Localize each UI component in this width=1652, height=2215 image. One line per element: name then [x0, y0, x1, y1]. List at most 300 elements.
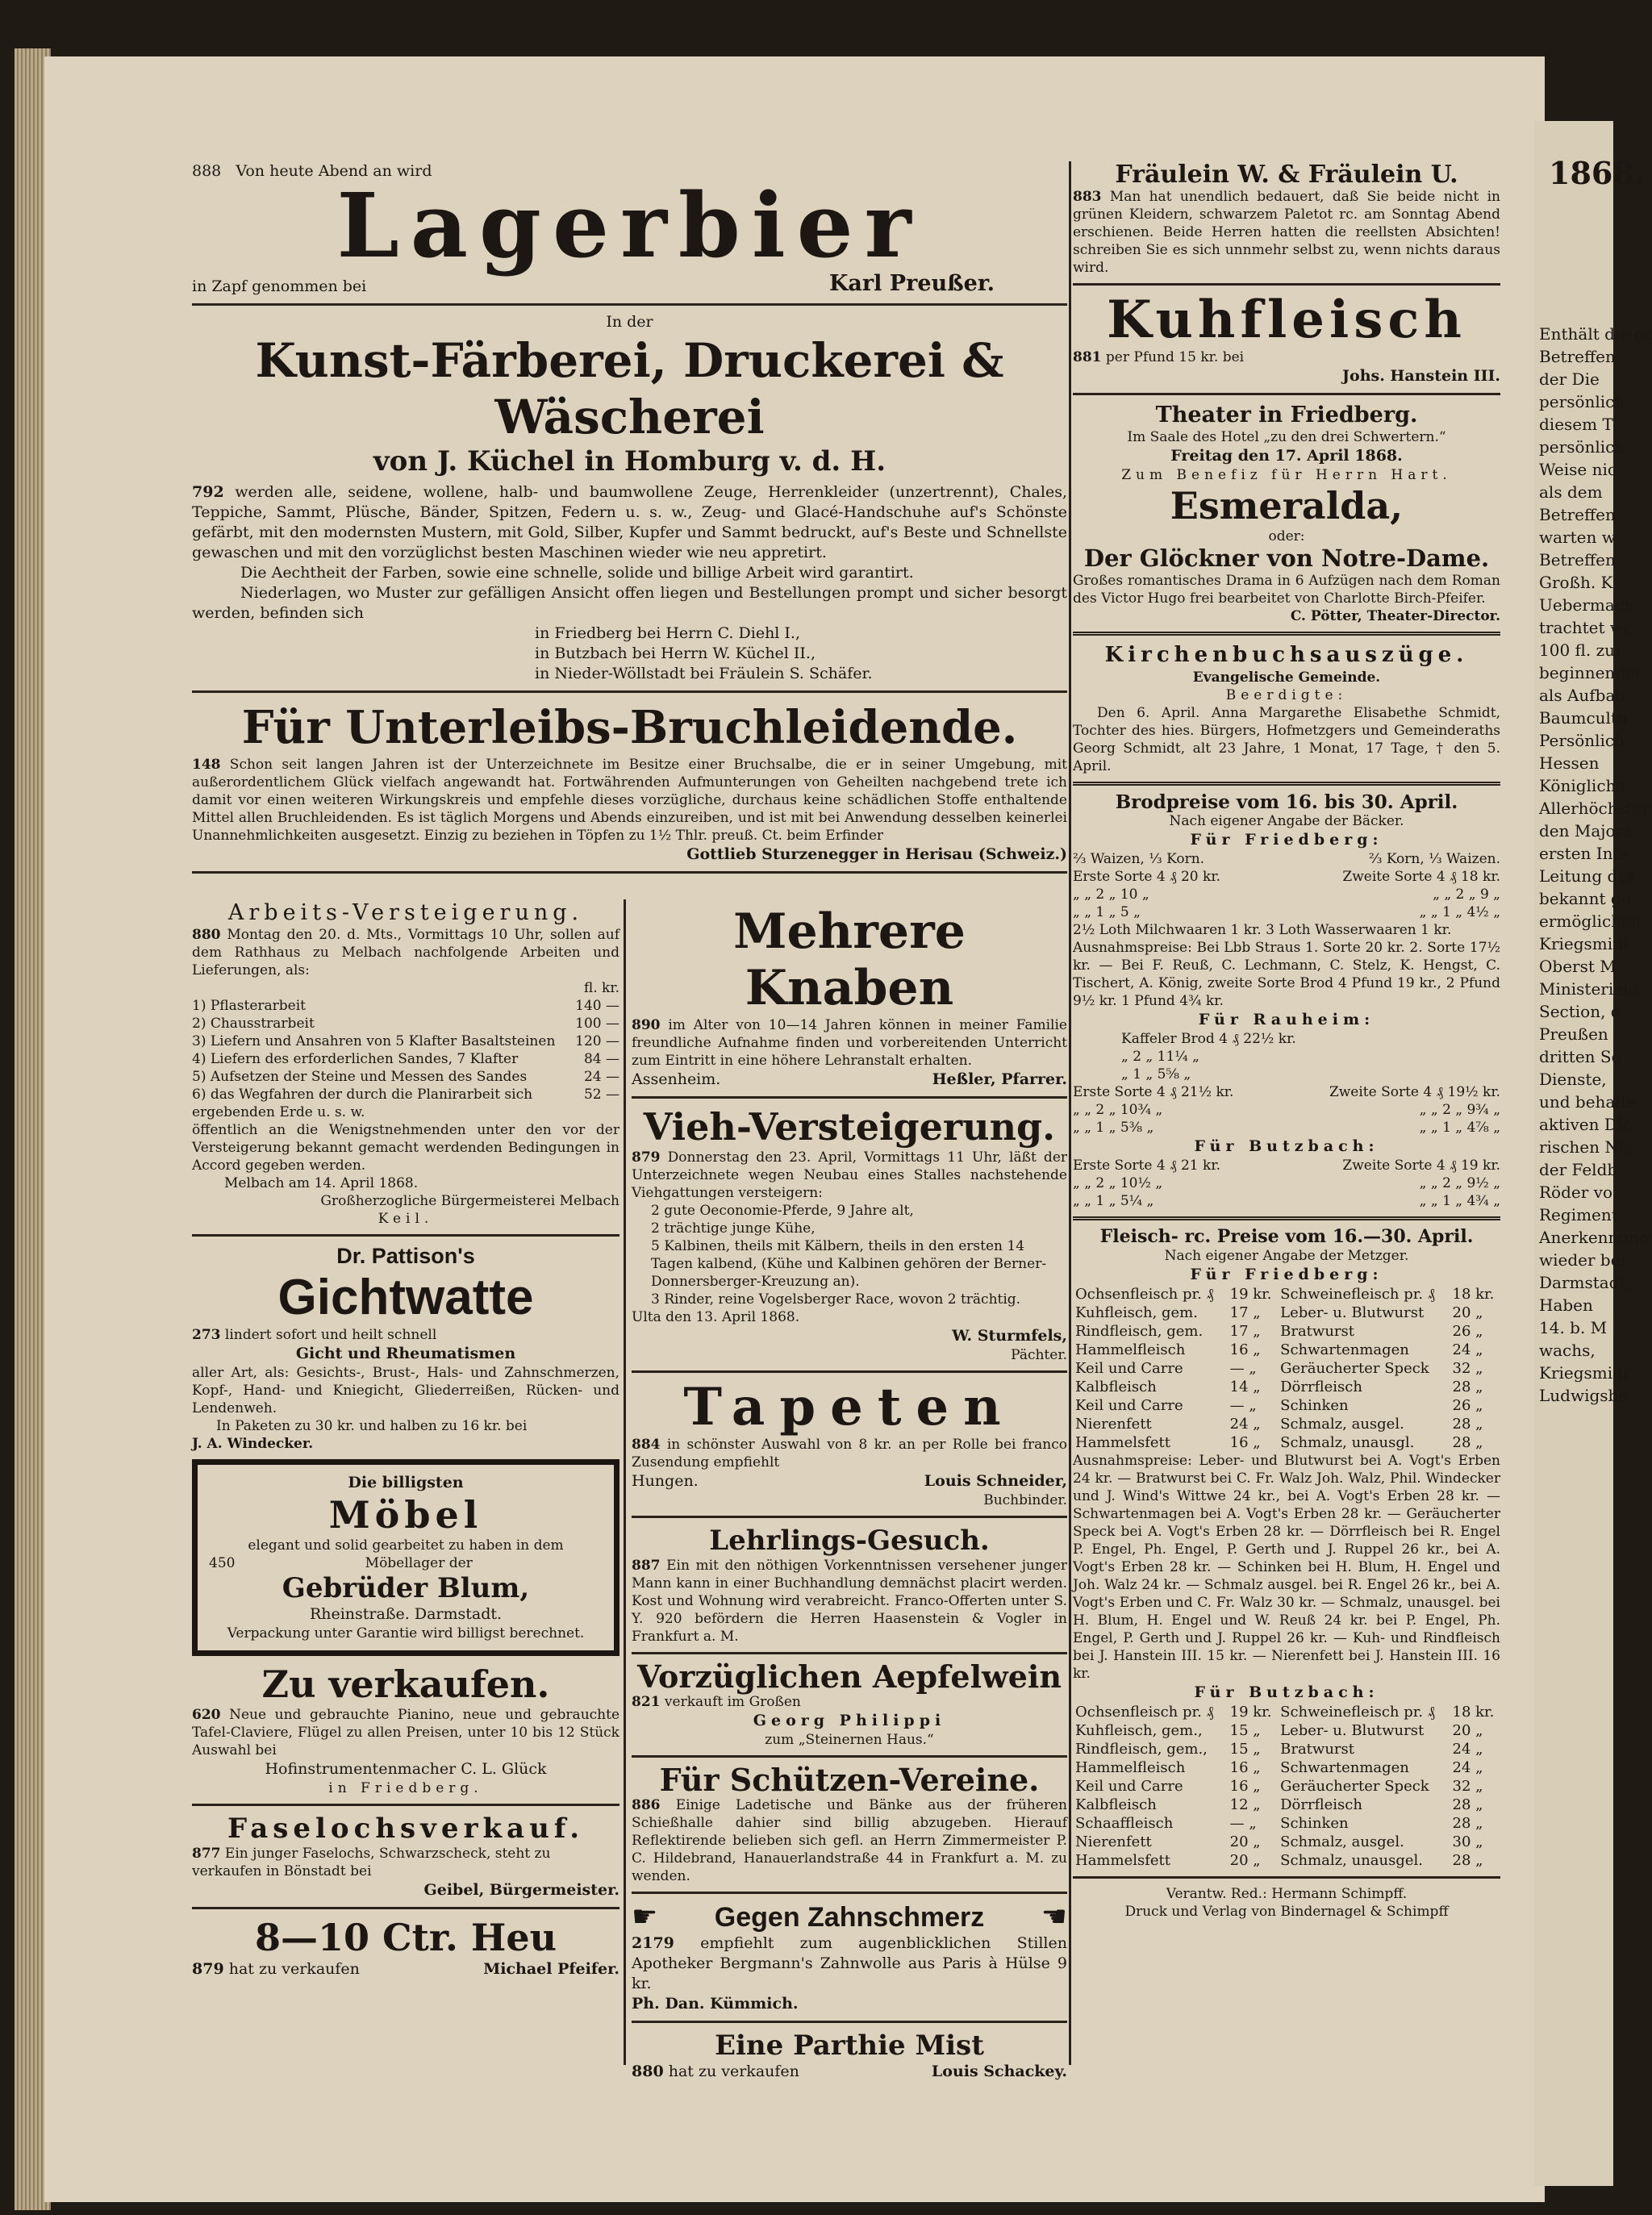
ad-role: Buchbinder.: [983, 1492, 1067, 1508]
price-cell: „ „ 2 „ 10¾ „: [1073, 1102, 1163, 1118]
price-cell: Zweite Sorte 4 ₰ 19½ kr.: [1329, 1084, 1500, 1100]
theater-ad: [1073, 402, 1500, 625]
price-cell: Leber- u. Blutwurst: [1280, 1304, 1425, 1321]
price-cell: „ „ 1 „ 5⅜ „: [1073, 1120, 1154, 1136]
price-table: [1073, 868, 1500, 921]
facing-page-line: 100 fl. zur: [1539, 640, 1623, 660]
ad-text: oder:: [1268, 528, 1305, 544]
rule: [632, 1370, 1067, 1373]
facing-page-line: Enthält die or: [1539, 324, 1652, 344]
item-list: [632, 1202, 1067, 1308]
ad-body: Montag den 20. d. Mts., Vormittags 10 Uhr, sollen auf dem Rathhaus zu Melbach nachfolgende Arbeiten und Lieferungen, als:: [192, 927, 620, 978]
price-row: [1073, 1851, 1500, 1870]
location: in Butzbach bei Herrn W. Küchel II.,: [535, 644, 816, 662]
ad-top: Dr. Pattison's: [336, 1244, 475, 1268]
facing-page-line: der Feldb: [1539, 1160, 1618, 1179]
ad-title: Faselochsverkauf.: [227, 1812, 585, 1845]
price-cell: 16 „: [1229, 1434, 1261, 1451]
top-wide-column: [192, 161, 1067, 880]
column-rule: [1069, 161, 1071, 2065]
facing-page-line: als Aufbau: [1539, 686, 1626, 705]
ad-number: 792: [192, 483, 224, 501]
ad-date: Freitag den 17. April 1868.: [1170, 447, 1403, 465]
price-cell: 20 „: [1452, 1304, 1483, 1321]
price-row: [1073, 1192, 1500, 1210]
ad-number: 887: [632, 1558, 661, 1574]
middle-column: [632, 903, 1067, 2082]
facing-page-line: Weise nic: [1539, 460, 1617, 479]
price-cell: Rindfleisch, gem.: [1075, 1323, 1204, 1340]
price-cell: 24 „: [1452, 1741, 1483, 1758]
arbeit-ad: [192, 899, 620, 1228]
facing-page-line: Dienste,: [1539, 1070, 1607, 1089]
price-cell: 20 „: [1229, 1833, 1261, 1850]
rule: [632, 1096, 1067, 1099]
price-cell: 20 „: [1229, 1852, 1261, 1869]
section-sub: Für Friedberg:: [1190, 831, 1383, 849]
price-cell: 16 „: [1229, 1778, 1261, 1795]
price-cell: 19 kr.: [1229, 1704, 1272, 1721]
rule: [192, 690, 1067, 693]
item-label: 1) Pflasterarbeit: [192, 998, 306, 1014]
price-cell: — „: [1229, 1815, 1257, 1832]
section-title: Fleisch- rc. Preise vom 16.—30. April.: [1099, 1226, 1474, 1247]
item-label: 4) Liefern des erforderlichen Sandes, 7 Klafter: [192, 1051, 519, 1067]
price-cell: Geräucherter Speck: [1280, 1778, 1429, 1795]
apfelwein-ad: [632, 1658, 1067, 1749]
price-row: [1073, 1341, 1500, 1359]
price-cell: „ „ 2 „ 9¾ „: [1419, 1102, 1500, 1118]
item-row: 5 Kalbinen, theils mit Kälbern, theils in den ersten 14 Tagen kalbend, (Kühe und Kalbinen gehören der Berner-Donnersberger-Kreuzung an).: [651, 1238, 1047, 1290]
facing-page-line: Regiment,: [1539, 1205, 1624, 1224]
price-cell: „ „ 2 „ 9½ „: [1419, 1175, 1500, 1191]
section-sub: Für Butzbach:: [1194, 1137, 1379, 1155]
ad-title: Theater in Friedberg.: [1155, 403, 1418, 428]
lehrling-ad: [632, 1525, 1067, 1646]
ad-name: Louis Schneider,: [924, 1472, 1067, 1490]
item-value: 120 —: [575, 1033, 620, 1049]
item-label: 5) Aufsetzen der Steine und Messen des Sandes: [192, 1069, 528, 1085]
footer-editor: Verantw. Red.: Hermann Schimpff.: [1166, 1886, 1408, 1902]
price-cell: Dörrfleisch: [1280, 1796, 1362, 1813]
ad-title: Kunst-Färberei, Druckerei & Wäscherei: [255, 333, 1004, 444]
ad-number: 148: [192, 757, 221, 773]
item-label: 6) das Wegfahren der durch die Planirarbeit sich ergebenden Erde u. s. w.: [192, 1087, 533, 1120]
price-row: [1073, 903, 1500, 921]
price-cell: Schinken: [1280, 1815, 1349, 1832]
price-row: [1073, 1740, 1500, 1758]
price-row: [1073, 1101, 1500, 1119]
facing-page-line: Haben: [1539, 1295, 1593, 1315]
location: in Nieder-Wöllstadt bei Fräulein S. Schäfer.: [535, 665, 873, 682]
price-cell: Ochsenfleisch pr. ₰: [1075, 1286, 1214, 1303]
price-cell: „ „ 1 „ 5¼ „: [1073, 1193, 1154, 1209]
price-cell: Dörrfleisch: [1280, 1379, 1362, 1395]
right-column: [1073, 161, 1500, 1921]
facing-page-line: Großh. K: [1539, 573, 1613, 592]
price-row: [1073, 1359, 1500, 1378]
ad-top: Die billigsten: [348, 1474, 464, 1491]
ad-body: werden alle, seidene, wollene, halb- und baumwollene Zeuge, Herrenkleider (unzertrennt), Chales, Teppiche, Sammt, Plüsche, Bänder, Spitzen, Federn u. s. w., Zeug- und Glacé-Handschuhe auf's Schönste gefärbt, mit den modernsten Mustern, mit Gold, Silber, Kupfer und Sammt bedruckt, auf's Beste und Schnellste gewaschen und mit den vorzüglichst besten Maschinen wieder wie neu appretirt.: [192, 483, 1067, 561]
price-cell: Schwartenmagen: [1280, 1759, 1409, 1776]
price-cell: Schmalz, unausgl.: [1280, 1434, 1415, 1451]
price-cell: Schmalz, unausgel.: [1280, 1852, 1423, 1869]
section-sub: Für Rauheim:: [1198, 1011, 1375, 1028]
facing-page-line: Königliche: [1539, 776, 1626, 795]
ad-intro: Von heute Abend an wird: [236, 162, 432, 180]
price-row: [1073, 1814, 1500, 1833]
ad-title: Mehrere Knaben: [733, 903, 966, 1016]
heu-ad: [192, 1916, 620, 1979]
item-row: 2 trächtige junge Kühe,: [651, 1220, 816, 1237]
lagerbier-ad: [192, 161, 1067, 297]
ad-signature: Geibel, Bürgermeister.: [423, 1881, 620, 1899]
verkaufen-ad: [192, 1662, 620, 1797]
ad-title: Kuhfleisch: [1107, 290, 1466, 350]
ad-sub: zum „Steinernen Haus.“: [765, 1732, 934, 1748]
price-cell: „ „ 2 „ 10 „: [1073, 886, 1149, 903]
ad-address: Rheinstraße. Darmstadt.: [309, 1605, 503, 1623]
facing-page-line: Persönlich: [1539, 731, 1625, 750]
price-cell: 18 kr.: [1452, 1286, 1495, 1303]
price-row: [1073, 1721, 1500, 1740]
ad-body: aller Art, als: Gesichts-, Brust-, Hals- und Zahnschmerzen, Kopf-, Hand- und Kniegicht, Gliederreißen, Rücken- und Lendenweh.: [192, 1365, 620, 1416]
price-cell: „ „ 2 „ 10½ „: [1073, 1175, 1163, 1191]
facing-page-line: aktiven Die: [1539, 1115, 1633, 1134]
section-sub: Nach eigener Angabe der Metzger.: [1164, 1248, 1409, 1264]
price-cell: Schmalz, ausgel.: [1280, 1416, 1404, 1433]
pointing-hand-icon: ☚: [1041, 1900, 1067, 1933]
item-label: 2) Chausstrarbeit: [192, 1016, 315, 1032]
price-cell: Hammelsfett: [1075, 1434, 1170, 1451]
ad-body: hat zu verkaufen: [228, 1960, 360, 1978]
price-cell: „ „ 1 „ 4½ „: [1419, 904, 1500, 920]
rule: [192, 1804, 620, 1806]
facing-page-line: 14. b. M: [1539, 1318, 1608, 1337]
price-cell: Keil und Carre: [1075, 1360, 1183, 1377]
price-cell: Erste Sorte 4 ₰ 20 kr.: [1073, 869, 1220, 885]
facing-page-line: den Majora: [1539, 821, 1633, 841]
facing-page-line: wieder bei: [1539, 1250, 1625, 1270]
price-cell: Schweinefleisch pr. ₰: [1280, 1704, 1435, 1721]
facing-page-line: Betreffen: [1539, 347, 1616, 366]
ad-body: Niederlagen, wo Muster zur gefälligen Ansicht offen liegen und Bestellungen prompt und sicher besorgt werden, befinden sich: [192, 584, 1067, 622]
price-row: [1073, 1758, 1500, 1777]
item-row: [192, 1032, 620, 1050]
price-cell: Kalbfleisch: [1075, 1796, 1157, 1813]
item-list: [192, 997, 620, 1121]
ad-title: 8—10 Ctr. Heu: [254, 1916, 557, 1959]
facing-page-line: Ministeriale: [1539, 979, 1638, 999]
ad-title: Möbel: [328, 1493, 483, 1537]
facing-page-line: Darmstadt,: [1539, 1273, 1631, 1292]
ad-body: Schon seit langen Jahren ist der Unterzeichnete im Besitze einer Bruchsalbe, die er in seiner Umgebung, mit außerordentlichem Glück vielfach angewandt hat. Fortwährenden Aufmunterungen von Geheilten nachgebend trete ich damit vor einen weiteren Wirkungskreis und empfehle dieses vorzügliche, durchaus keine schädlichen Stoffe enthaltende Mittel allen Bruchleidenden. Es ist täglich Morgens und Abends einzureiben, und ist mit bei Anwendung desselben keinerlei Unannehmlichkeiten ausgesetzt. Einzig zu beziehen in Töpfen zu 1½ Thlr. preuß. Ct. beim Erfinder: [192, 757, 1068, 844]
price-cell: 32 „: [1452, 1778, 1483, 1795]
ad-name: Gebrüder Blum,: [282, 1572, 530, 1604]
rule: [632, 1755, 1067, 1758]
ad-number: 879: [632, 1149, 661, 1166]
price-note: Ausnahmspreise: Bei Lbb Straus 1. Sorte 20 kr. 2. Sorte 17½ kr. — Bei F. Reuß, C. Lechmann, C. Stelz, K. Hengst, C. Tischert, A. König, zweite Sorte Brod 4 Pfund 19 kr., 2 Pfund 9½ kr. 1 Pfund 4¾ kr.: [1073, 940, 1500, 1009]
ad-number: 886: [632, 1797, 661, 1813]
ad-body: Einige Ladetische und Bänke aus der früheren Schießhalle dahier sind billig abzugeben. Hierauf Reflektirende belieben sich gefl. an Herrn Zimmermeister P. C. Hildebrand, Hanauerlandstraße 44 in Frankfurt a. M. zu wenden.: [632, 1797, 1067, 1884]
ad-signature: Keil.: [378, 1211, 434, 1227]
price-cell: Ochsenfleisch pr. ₰: [1075, 1704, 1214, 1721]
rule: [1073, 1216, 1500, 1220]
rule: [192, 303, 1067, 306]
item-value: 84 —: [583, 1051, 620, 1067]
rule: [632, 1892, 1067, 1894]
item-row: [192, 1050, 620, 1068]
footer-printer: Druck und Verlag von Bindernagel & Schimpff: [1124, 1904, 1449, 1920]
rule: [632, 1516, 1067, 1518]
facing-page-line: Baumcultu: [1539, 708, 1628, 728]
price-row: [1073, 886, 1500, 903]
ad-number: 884: [632, 1437, 661, 1453]
item-row: [192, 1086, 620, 1121]
play-title: Esmeralda,: [1170, 484, 1404, 528]
facing-page-line: Betreffen: [1539, 550, 1616, 569]
ad-body: Man hat unendlich bedauert, daß Sie beide nicht in grünen Kleidern, schwarzem Paletot rc. am Sonntag Abend erschienen. Beide Herren hatten die reellsten Absichten! schreiben Sie es sich unnmehr selbst zu, wenn nichts daraus wird.: [1073, 189, 1501, 276]
ad-title: Lagerbier: [336, 173, 923, 277]
facing-page-line: und behalte: [1539, 1092, 1637, 1112]
ad-body: empfiehlt zum augenblicklichen Stillen Apotheker Bergmann's Zahnwolle aus Paris à Hülse 9 kr.: [632, 1934, 1067, 1992]
facing-page-line: Uebermach: [1539, 595, 1634, 615]
item-row: 3 Rinder, reine Vogelsberger Race, wovon 2 trächtig.: [651, 1291, 1021, 1308]
price-cell: Geräucherter Speck: [1280, 1360, 1429, 1377]
price-row: [1073, 1796, 1500, 1814]
facing-page-line: Kriegsmini: [1539, 1363, 1629, 1383]
ad-title: Für Schützen-Vereine.: [659, 1762, 1040, 1798]
column-header: ⅔ Waizen, ⅓ Korn.: [1073, 851, 1205, 867]
price-cell: 17 „: [1229, 1323, 1261, 1340]
price-cell: 19 kr.: [1229, 1286, 1272, 1303]
rule: [192, 1234, 620, 1237]
location: in Friedberg bei Herrn C. Diehl I.,: [535, 624, 801, 642]
facing-page-line: warten w: [1539, 528, 1616, 547]
ad-role: Pächter.: [1011, 1347, 1067, 1363]
price-cell: „ „ 1 „ 4¾ „: [1419, 1193, 1500, 1209]
page-number: 888: [192, 162, 222, 180]
rule: [1073, 632, 1500, 636]
section-sub: Beerdigte:: [1225, 687, 1348, 703]
facing-page-line: Oberst M: [1539, 957, 1617, 976]
facing-page-line: ersten Infa: [1539, 844, 1629, 863]
fraeulein-ad: [1073, 161, 1500, 277]
ad-signature: C. Pötter, Theater-Director.: [1290, 608, 1500, 624]
ad-note: Verpackung unter Garantie wird billigst berechnet.: [227, 1625, 585, 1641]
ad-title: Gichtwatte: [277, 1270, 534, 1325]
price-cell: 28 „: [1452, 1796, 1483, 1813]
price-cell: Schwartenmagen: [1280, 1341, 1409, 1358]
column-rule: [624, 899, 626, 2065]
price-cell: „ „ 1 „ 5 „: [1073, 904, 1141, 920]
ad-body: Ein junger Faselochs, Schwarzscheck, steht zu verkaufen in Bönstadt bei: [192, 1846, 551, 1879]
section-body: Den 6. April. Anna Margarethe Elisabethe Schmidt, Tochter des hies. Bürgers, Hofmetzgers und Gemeinderaths Georg Schmidt, alt 23 Jahre, 1 Monat, 17 Tage, † den 5. April.: [1073, 705, 1500, 774]
price-cell: Hammelfleisch: [1075, 1759, 1186, 1776]
rule: [1073, 283, 1500, 286]
ad-text: Möbellager der: [365, 1555, 473, 1571]
item-row: [192, 1068, 620, 1086]
facing-page-line: als dem: [1539, 482, 1603, 502]
section-sub: Für Butzbach:: [1194, 1683, 1379, 1701]
item-row: 2 gute Oeconomie-Pferde, 9 Jahre alt,: [651, 1203, 914, 1219]
price-cell: 14 „: [1229, 1379, 1261, 1395]
price-cell: 28 „: [1452, 1852, 1483, 1869]
ad-title: Vieh-Versteigerung.: [643, 1105, 1056, 1149]
price-row: [1073, 1378, 1500, 1396]
ad-body: hat zu verkaufen: [668, 2063, 799, 2080]
price-row: [1073, 1083, 1500, 1101]
ad-number: 880: [632, 2063, 664, 2080]
price-cell: Hammelfleisch: [1075, 1341, 1186, 1358]
ad-title: Arbeits-Versteigerung.: [227, 900, 584, 925]
facing-page-line: Röder vo: [1539, 1183, 1612, 1202]
ad-body: Die Aechtheit der Farben, sowie eine schnelle, solide und billige Arbeit wird garantirt.: [240, 564, 914, 582]
ad-signature: Großherzogliche Bürgermeisterei Melbach: [320, 1193, 620, 1209]
ad-body: Neue und gebrauchte Pianino, neue und gebrauchte Tafel-Claviere, Flügel zu allen Preisen, unter 10 bis 12 Stück Auswahl bei: [192, 1707, 620, 1758]
column-header: ⅔ Korn, ⅓ Waizen.: [1368, 851, 1500, 867]
ad-body: Ein mit den nöthigen Vorkenntnissen versehener junger Mann kann in einer Buchhandlung demnächst placirt werden. Kost und Wohnung wird verabreicht. Franco-Offerten unter S. Y. 920 befördern die Herren Haasenstein & Vogler in Frankfurt a. M.: [632, 1558, 1067, 1645]
facing-page-line: Betreffen: [1539, 505, 1616, 524]
price-cell: Keil und Carre: [1075, 1778, 1183, 1795]
facing-page-year: 1868.: [1549, 155, 1645, 191]
price-cell: Bratwurst: [1280, 1323, 1354, 1340]
price-row: [1073, 1415, 1500, 1433]
price-cell: Erste Sorte 4 ₰ 21 kr.: [1073, 1158, 1220, 1174]
facing-page-line: ermöglichen: [1539, 911, 1642, 931]
facing-page-line: Ludwigsbe: [1539, 1386, 1629, 1405]
price-cell: 30 „: [1452, 1833, 1483, 1850]
rule: [1073, 782, 1500, 786]
price-row: [1073, 1285, 1500, 1304]
price-cell: Nierenfett: [1075, 1833, 1152, 1850]
ad-place: Assenheim.: [632, 1070, 721, 1088]
ad-signature: W. Sturmfels,: [952, 1327, 1067, 1345]
ad-body: Großes romantisches Drama in 6 Aufzügen nach dem Roman des Victor Hugo frei bearbeitet von Charlotte Birch-Pfeifer.: [1073, 573, 1500, 607]
ad-name: Hofinstrumentenmacher C. L. Glück: [265, 1760, 547, 1778]
ad-body: öffentlich an die Wenigstnehmenden unter den vor der Versteigerung bekannt gemacht werdenden Bedingungen in Accord gegeben werden.: [192, 1122, 620, 1174]
facing-page-line: persönlich: [1539, 392, 1625, 411]
ad-text: Gicht und Rheumatismen: [295, 1345, 516, 1362]
ad-body: im Alter von 10—14 Jahren können in meiner Familie freundliche Aufnahme finden und vorbereitenden Unterricht zum Eintritt in eine höhere Lehranstalt erhalten.: [632, 1017, 1067, 1069]
price-cell: Rindfleisch, gem.,: [1075, 1741, 1208, 1758]
ad-number: 881: [1073, 349, 1102, 365]
rule: [1073, 393, 1500, 395]
ad-body: In Paketen zu 30 kr. und halben zu 16 kr. bei: [216, 1418, 528, 1434]
price-cell: Schweinefleisch pr. ₰: [1280, 1286, 1435, 1303]
ad-name: Karl Preußer.: [828, 271, 995, 296]
item-label: 3) Liefern und Ansahren von 5 Klafter Basaltsteinen: [192, 1033, 556, 1049]
ad-body: per Pfund 15 kr. bei: [1105, 349, 1245, 365]
ad-number: 877: [192, 1846, 221, 1862]
facing-page-line: Allerhöchster: [1539, 799, 1650, 818]
price-cell: Schmalz, ausgel.: [1280, 1833, 1404, 1850]
price-row: [1073, 868, 1500, 886]
section-title: Brodpreise vom 16. bis 30. April.: [1115, 791, 1458, 813]
facing-page-line: persönlich: [1539, 437, 1625, 457]
price-cell: 24 „: [1452, 1759, 1483, 1776]
price-note: 2½ Loth Milchwaaren 1 kr. 3 Loth Wasserwaaren 1 kr.: [1073, 922, 1452, 938]
ad-number: 879: [192, 1960, 224, 1978]
price-cell: 28 „: [1452, 1434, 1483, 1451]
ad-number: 620: [192, 1707, 221, 1723]
price-cell: — „: [1229, 1360, 1257, 1377]
item-value: 52 —: [583, 1087, 620, 1103]
pointing-hand-icon: ☛: [632, 1900, 658, 1933]
price-cell: 16 „: [1229, 1341, 1261, 1358]
ad-number: 883: [1073, 189, 1102, 205]
play-title: Der Glöckner von Notre-Dame.: [1083, 544, 1490, 572]
ad-title: Tapeten: [683, 1377, 1016, 1437]
ad-title: Lehrlings-Gesuch.: [709, 1525, 990, 1557]
ad-text: Im Saale des Hotel „zu den drei Schwertern.“: [1127, 429, 1446, 445]
facing-page-text: [1534, 121, 1652, 1407]
price-cell: Schinken: [1280, 1397, 1349, 1414]
price-row: [1073, 1777, 1500, 1796]
price-cell: 12 „: [1229, 1796, 1261, 1813]
price-cell: Bratwurst: [1280, 1741, 1354, 1758]
price-table: [1073, 1083, 1500, 1137]
rule: [632, 1652, 1067, 1654]
ad-body: in schönster Auswahl von 8 kr. an per Rolle bei franco Zusendung empfiehlt: [632, 1437, 1067, 1470]
knaben-ad: [632, 903, 1067, 1090]
kuhfleisch-ad: [1073, 292, 1500, 386]
price-row: [1073, 1833, 1500, 1851]
item-value: 24 —: [583, 1069, 620, 1085]
ad-title: Für Unterleibs-Bruchleidende.: [241, 701, 1018, 754]
price-row: [1073, 1174, 1500, 1192]
price-cell: 24 „: [1229, 1416, 1261, 1433]
item-value: 100 —: [575, 1016, 620, 1032]
mist-ad: [632, 2029, 1067, 2082]
price-table: [1073, 1157, 1500, 1210]
price-cell: „ „ 2 „ 9 „: [1433, 886, 1500, 903]
facing-page-line: Hessen: [1539, 753, 1600, 773]
price-row: [1073, 1322, 1500, 1341]
price-cell: „ „ 1 „ 4⅞ „: [1419, 1120, 1500, 1136]
facing-page-line: Section, d: [1539, 1002, 1621, 1021]
ad-number: 450: [209, 1555, 236, 1571]
ad-name: Georg Philippi: [753, 1712, 946, 1729]
price-row: Kaffeler Brod 4 ₰ 22½ kr.: [1121, 1031, 1296, 1047]
price-row: „ 2 „ 11¼ „: [1121, 1049, 1199, 1065]
ad-name: Michael Pfeifer.: [483, 1960, 620, 1978]
price-cell: 28 „: [1452, 1815, 1483, 1832]
ad-place: Hungen.: [632, 1472, 699, 1490]
price-cell: 16 „: [1229, 1759, 1261, 1776]
rule: [1073, 1876, 1500, 1879]
facing-page-line: Leitung des: [1539, 866, 1636, 886]
price-cell: Nierenfett: [1075, 1416, 1152, 1433]
facing-page-line: diesem T: [1539, 415, 1613, 434]
ad-title: Fräulein W. & Fräulein U.: [1115, 161, 1458, 189]
ad-intro: In der: [606, 313, 653, 331]
ad-place: in Friedberg.: [328, 1780, 483, 1796]
facing-page: [1534, 121, 1652, 2186]
price-cell: Zweite Sorte 4 ₰ 19 kr.: [1342, 1158, 1500, 1174]
price-row: [1073, 1396, 1500, 1415]
vieh-ad: [632, 1105, 1067, 1364]
left-column: [192, 899, 620, 1979]
price-cell: Zweite Sorte 4 ₰ 18 kr.: [1342, 869, 1500, 885]
unit-label: fl. kr.: [583, 980, 620, 996]
ad-body: Donnerstag den 23. April, Vormittags 11 Uhr, läßt der Unterzeichnete wegen Neubau eines Stalles nachstehende Viehgattungen versteigern:: [632, 1149, 1068, 1201]
price-table: [1073, 1703, 1500, 1870]
price-row: [1073, 1304, 1500, 1322]
ad-name: Louis Schackey.: [931, 2063, 1067, 2080]
price-cell: 28 „: [1452, 1379, 1483, 1395]
facing-page-line: Kriegsmini: [1539, 934, 1629, 953]
